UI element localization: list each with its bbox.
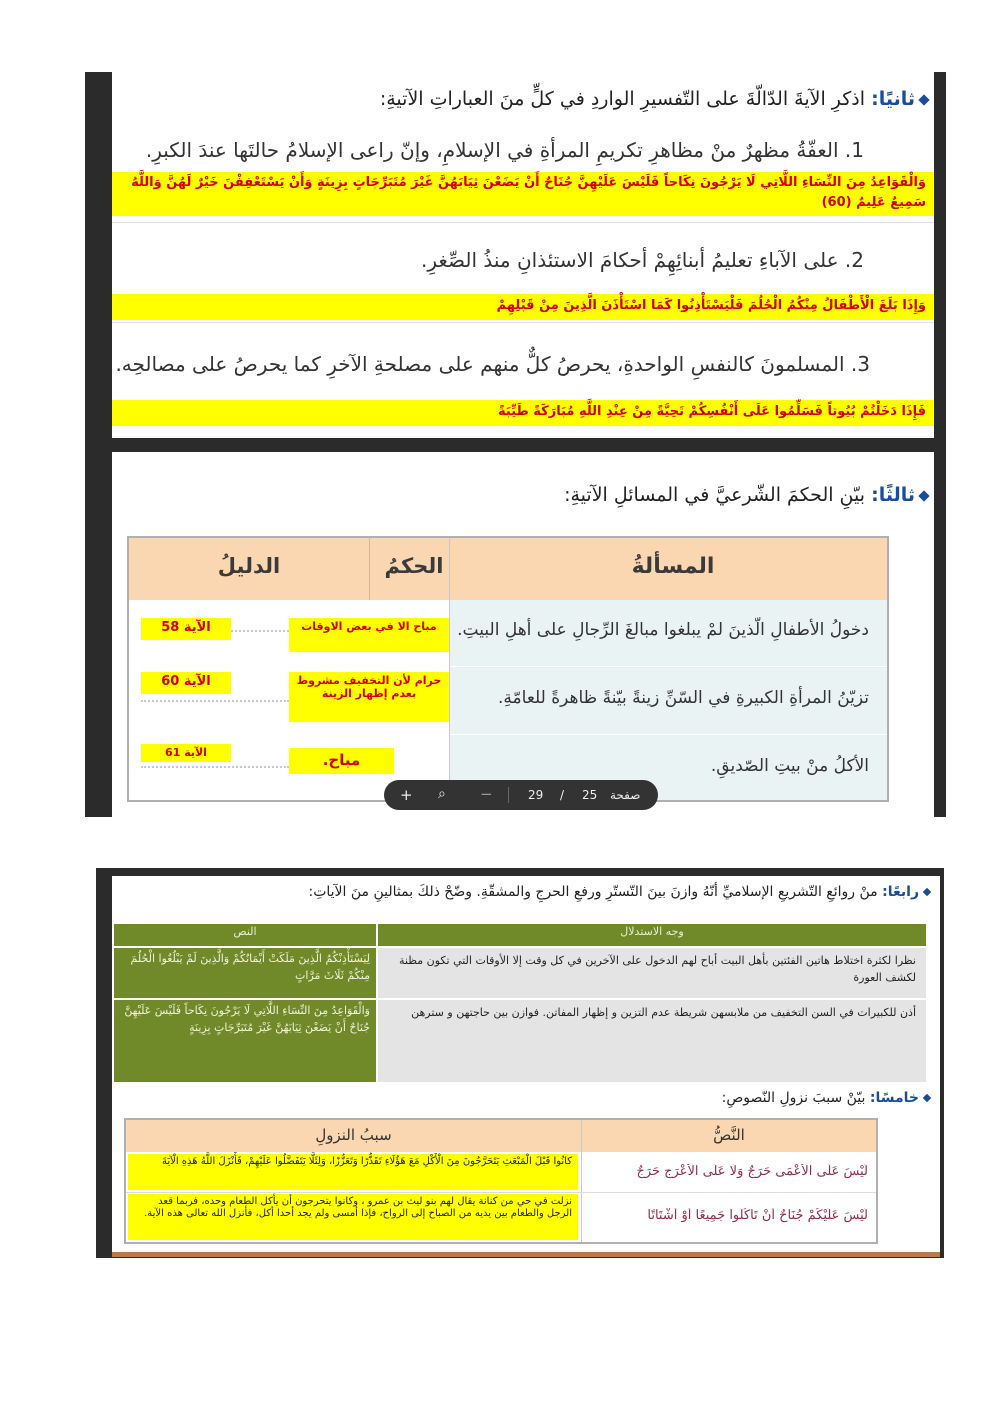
viewer-toolbar [384, 780, 658, 810]
divider [112, 222, 934, 223]
section-2-title: ثانيًا: اذكرِ الآيةَ الدّالّةَ على التّفسيرِ الواردِ في كلٍّ منَ العباراتِ الآتيةِ: [380, 88, 928, 110]
page-label: صفحة [610, 788, 641, 802]
row-1-reasoning: نظرا لكثرة اختلاط هاتين الفئتين بأهل البيت أباح لهم الدخول على الآخرين في كل وقت إلا الأوقات التي تكون مظنة لكشف العورة [378, 948, 926, 998]
header-evidence: الدليلُ [217, 554, 281, 578]
section-2-answer-2: وَإِذَا بَلَغَ الْأَطْفَالُ مِنْكُمُ الْحُلُمَ فَلْيَسْتَأْذِنُوا كَمَا اسْتَأْذَنَ الَّذِينَ مِنْ قَبْلِهِمْ [112, 294, 934, 320]
header-text: النَّصُّ [713, 1126, 745, 1144]
page-total: 25 [582, 788, 598, 802]
zoom-out-button[interactable]: − [480, 785, 493, 803]
bullet-icon [923, 888, 931, 896]
row-2-reasoning: أذن للكبيرات في السن التخفيف من ملابسهن شريطة عدم التزين و إظهار المفاتن. فوازن بين حاجتهن و سترهن [378, 1000, 926, 1082]
section-5-title: خامسًا: بيّنْ سببَ نزولِ النّصوصِ: [722, 1090, 930, 1106]
section-5-table [124, 1118, 878, 1244]
row-2-dots [141, 700, 289, 702]
section-3-panel [112, 452, 934, 817]
col-line [369, 538, 370, 600]
section-2-answer-3: فَإِذَا دَخَلْتُمْ بُيُوتاً فَسَلِّمُوا عَلَى أَنْفُسِكُمْ تَحِيَّةً مِنْ عِنْدِ اللَّهِ مُبَارَكَةً طَيِّبَةً [112, 400, 934, 426]
bullet-icon [918, 94, 929, 105]
bottom-strip [112, 1252, 940, 1257]
section-2-statement-2: 2. على الآباءِ تعليمُ أبنائِهِمْ أحكامَ الاستئذانِ منذُ الصِّغرِ. [421, 248, 864, 272]
page-separator: / [560, 788, 565, 802]
ruling-table [127, 536, 889, 802]
row-1-evidence: الآية 58 [141, 618, 231, 640]
section-4-title: رابعًا: منْ روائعِ التّشريعِ الإسلاميِّ أنّهُ وازنَ بينَ التّستّرِ ورفعِ الحرجِ والمشقّةِ. وضّحْ ذلكَ بمثالينِ منَ الآياتِ: [308, 884, 930, 900]
divider [112, 322, 934, 323]
row-line [450, 734, 887, 735]
row-1-reason: كانُوا قَبْلَ الْمَبْعَثِ يَتَحَرَّجُونَ مِنَ الْأَكْلِ مَعَ هَؤُلَاءِ تَقَذُّرًا وَتَعَزُّزًا، وَلِئَلَّا يَتَفَضَّلُوا عَلَيْهِمْ، فَأَنْزَلَ اللَّهُ هَذِهِ الْآيَةَ [128, 1154, 578, 1190]
page-current[interactable]: 29 [528, 788, 544, 802]
row-2-reason: نزلت في حي من كنانة يقال لهم بنو ليث بن عمرو ، وكانوا يتحرجون أن يأكل الطعام وحده، فربما قعد الرجل والطعام بين يديه من الصباح إلى الرواح، فإذا أمسى ولم يجد أحدا أكل، فأنزل الله تعالى هذه الآية. [128, 1194, 578, 1240]
row-3-dots [141, 766, 289, 768]
row-2-text: وَالْقَوَاعِدُ مِنَ النِّسَاءِ اللَّاتِي لَا يَرْجُونَ نِكَاحاً فَلَيْسَ عَلَيْهِنَّ جُنَاحٌ أَنْ يَضَعْنَ ثِيَابَهُنَّ غَيْرَ مُتَبَرِّجَاتٍ بِزِينَةٍ [114, 1000, 376, 1082]
section-2-panel [112, 72, 934, 438]
row-line [450, 666, 887, 667]
zoom-in-button[interactable]: + [400, 786, 413, 804]
section-4-table [114, 924, 926, 1086]
row-1-ruling: مباح الا في بعض الاوقات [289, 618, 449, 652]
zoom-icon[interactable]: ⌕ [438, 786, 446, 802]
section-3-title: ثالثًا: بيّنِ الحكمَ الشّرعيَّ في المسائلِ الآتيةِ: [564, 484, 928, 506]
header-text: النص [114, 924, 376, 946]
row-3-ruling: مباح. [289, 748, 394, 774]
row-1-text: لَيْسَ عَلَى الْأَعْمَى حَرَجٌ وَلَا عَلَى الْأَعْرَجِ حَرَجٌ [636, 1164, 868, 1179]
row-1-issue: دخولُ الأطفالِ الّذينَ لمْ يبلغوا مبالغَ الرِّجالِ على أهلِ البيتِ. [457, 620, 869, 640]
row-1-dots [231, 630, 289, 632]
bullet-icon [918, 490, 929, 501]
row-2-ruling: حرام لأن التخفيف مشروط بعدم إظهار الزينة [289, 672, 449, 722]
bottom-panel [112, 876, 940, 1252]
section-2-answer-1: وَالْقَوَاعِدُ مِنَ النِّسَاءِ اللَّاتِي لَا يَرْجُونَ نِكَاحاً فَلَيْسَ عَلَيْهِنَّ جُنَاحٌ أَنْ يَضَعْنَ ثِيَابَهُنَّ غَيْرَ مُتَبَرِّجَاتٍ بِزِينَةٍ وَأَنْ يَسْتَعْفِفْنَ خَيْرٌ لَهُنَّ وَاللَّهُ سَمِيعٌ عَلِيمٌ (60) [112, 172, 934, 216]
row-line [126, 1192, 876, 1193]
header-reasoning: وجه الاستدلال [378, 924, 926, 946]
row-3-issue: الأكلُ منْ بيتِ الصّديقِ. [710, 756, 869, 776]
row-2-text: لَيْسَ عَلَيْكُمْ جُنَاحٌ أَنْ تَأْكُلُوا جَمِيعًا أَوْ أَشْتَاتًا [647, 1208, 868, 1223]
toolbar-divider [508, 787, 509, 803]
bullet-icon [923, 1094, 931, 1102]
row-3-evidence: الآية 61 [141, 744, 231, 762]
header-issue: المسألةُ [631, 554, 715, 579]
header-ruling: الحكمُ [384, 554, 444, 578]
section-2-statement-1: 1. العفّةُ مظهرٌ منْ مظاهرِ تكريمِ المرأةِ في الإسلامِ، وإنّ راعى الإسلامُ حالتَها عندَ الكبرِ. [145, 138, 864, 162]
col-line [581, 1120, 582, 1242]
section-2-statement-3: 3. المسلمونَ كالنفسِ الواحدةِ، يحرصُ كلٌّ منهم على مصلحةِ الآخرِ كما يحرصُ على مصالحِه. [115, 352, 870, 376]
row-2-issue: تزيّنُ المرأةِ الكبيرةِ في السّنِّ زينةً بيّنةً ظاهرةً للعامّةِ. [498, 688, 869, 708]
header-reason: سببُ النزولِ [315, 1126, 392, 1144]
row-1-text: لِيَسْتَأْذِنْكُمُ الَّذِينَ مَلَكَتْ أَيْمَانُكُمْ وَالَّذِينَ لَمْ يَبْلُغُوا الْحُلُمَ مِنْكُمْ ثَلَاثَ مَرَّاتٍ [114, 948, 376, 998]
row-2-evidence: الآية 60 [141, 672, 231, 694]
